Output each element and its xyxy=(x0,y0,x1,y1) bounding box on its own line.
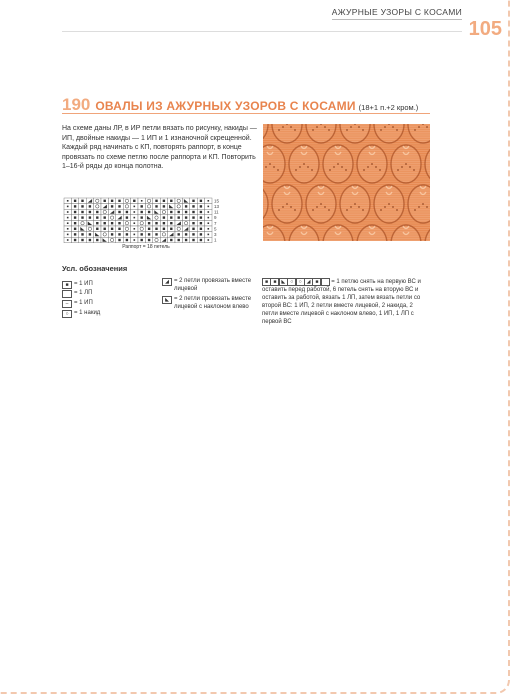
chart-cell xyxy=(94,237,101,243)
chart-cell xyxy=(94,232,101,238)
chart-cell xyxy=(94,220,101,226)
chart-cell xyxy=(108,198,115,204)
chart-cell xyxy=(190,215,197,221)
chart-cell xyxy=(153,226,160,232)
chart-cell xyxy=(71,237,78,243)
chart-cell xyxy=(182,215,189,221)
chart-cell xyxy=(86,226,93,232)
chart-cell xyxy=(190,220,197,226)
chart-cell xyxy=(101,215,108,221)
chart-cell xyxy=(145,198,152,204)
chart-cell xyxy=(79,209,86,215)
chart-cell xyxy=(86,198,93,204)
chart-cell xyxy=(168,232,175,238)
pattern-title: ОВАЛЫ ИЗ АЖУРНЫХ УЗОРОВ С КОСАМИ xyxy=(95,99,356,113)
legend-item-k2tog: ◢ = 2 петли провязать вместе лицевой xyxy=(162,277,256,293)
chart-cell xyxy=(205,215,212,221)
chart-cell xyxy=(101,226,108,232)
chart-cell xyxy=(71,226,78,232)
chart-cell xyxy=(138,226,145,232)
chart-cell xyxy=(86,215,93,221)
chart-cell xyxy=(168,237,175,243)
legend-item-cable: ■ ■ ◣ ○ ○ ◢ ■ = 1 петлю снять на первую ВС и оставить перед работой, 6 петель снять на вторую ВС и оставить за работой, вязать 1 ЛП, затем вязать петли со второй ВС: 1 ИП, 2 петли вместе лицевой, 2 накида, 2 петли вместе лицевой с наклоном влево, 1 ИП, 1 ЛП с первой ВС xyxy=(262,279,421,325)
chart-cell xyxy=(190,232,197,238)
chart-cell xyxy=(108,237,115,243)
chart-cell xyxy=(94,209,101,215)
chart-cell xyxy=(153,237,160,243)
chart-cell xyxy=(108,209,115,215)
chart-cell xyxy=(205,209,212,215)
chart-cell xyxy=(116,220,123,226)
chart-cell xyxy=(71,209,78,215)
chart-cell xyxy=(182,209,189,215)
chart-cell xyxy=(182,226,189,232)
header-divider xyxy=(62,31,462,32)
chart-cell xyxy=(175,232,182,238)
chart-cell xyxy=(197,226,204,232)
chart-cell xyxy=(138,215,145,221)
chart-cell xyxy=(64,226,71,232)
chart-cell xyxy=(64,232,71,238)
chart-cell xyxy=(64,204,71,210)
chart-cell xyxy=(138,198,145,204)
chart-cell xyxy=(138,237,145,243)
chart-cell xyxy=(175,215,182,221)
chart-cell xyxy=(175,237,182,243)
chart-cell xyxy=(160,226,167,232)
chart-cell xyxy=(145,209,152,215)
chart-row-number: 9 xyxy=(214,215,217,221)
chart-cell xyxy=(116,215,123,221)
chart-cell xyxy=(94,204,101,210)
chart-cell xyxy=(79,237,86,243)
chart-cell xyxy=(145,215,152,221)
chart-cell xyxy=(123,215,130,221)
chart-cell xyxy=(71,198,78,204)
chart-cell xyxy=(160,215,167,221)
chart-cell xyxy=(145,220,152,226)
chart-cell xyxy=(205,220,212,226)
legend-heading: Усл. обозначения xyxy=(62,264,128,273)
chart-row-number: 1 xyxy=(214,237,217,243)
chart-cell xyxy=(138,232,145,238)
chart-repeat-label: Раппорт = 18 петель xyxy=(122,244,170,250)
chart-cell xyxy=(131,237,138,243)
chart-cell xyxy=(197,198,204,204)
chart-cell xyxy=(190,204,197,210)
chart-row-number: 7 xyxy=(214,220,217,226)
chart-cell xyxy=(138,209,145,215)
chart-row-number: 13 xyxy=(214,204,220,209)
chart-cell xyxy=(197,237,204,243)
chart-cell xyxy=(94,198,101,204)
chart-cell xyxy=(168,204,175,210)
chart-cell xyxy=(64,215,71,221)
chart-cell xyxy=(175,220,182,226)
purl-symbol-icon: ■ xyxy=(62,281,72,289)
chart-cell xyxy=(123,198,130,204)
chart-cell xyxy=(205,232,212,238)
chart-cell xyxy=(168,220,175,226)
chart-cell xyxy=(153,198,160,204)
chart-cell xyxy=(101,198,108,204)
chart-cell xyxy=(116,237,123,243)
chart-cell xyxy=(71,220,78,226)
chart-cell xyxy=(131,215,138,221)
chart-cell xyxy=(190,226,197,232)
chart-cell xyxy=(131,204,138,210)
chart-cell xyxy=(116,198,123,204)
chart-cell xyxy=(79,232,86,238)
chart-cell xyxy=(86,232,93,238)
chart-cell xyxy=(197,220,204,226)
legend-item-purl-dash: – = 1 ИП xyxy=(62,299,93,308)
chart-cell xyxy=(175,204,182,210)
chart-cell xyxy=(145,204,152,210)
section-title: АЖУРНЫЕ УЗОРЫ С КОСАМИ xyxy=(332,7,462,20)
chart-cell xyxy=(79,215,86,221)
chart-cell xyxy=(79,204,86,210)
chart-cell xyxy=(205,204,212,210)
chart-cell xyxy=(108,226,115,232)
chart-cell xyxy=(138,204,145,210)
chart-cell xyxy=(101,204,108,210)
chart-cell xyxy=(190,209,197,215)
purl-dash-symbol-icon: – xyxy=(62,300,72,308)
chart-cell xyxy=(145,232,152,238)
legend-item-yarnover: ○ = 1 накид xyxy=(62,309,100,318)
chart-cell xyxy=(86,209,93,215)
chart-cell xyxy=(79,220,86,226)
chart-cell xyxy=(168,226,175,232)
chart-cell xyxy=(71,232,78,238)
chart-cell xyxy=(168,198,175,204)
chart-cell xyxy=(190,237,197,243)
chart-cell xyxy=(101,209,108,215)
chart-cell xyxy=(101,237,108,243)
chart-cell xyxy=(116,226,123,232)
chart-cell xyxy=(190,198,197,204)
chart-cell xyxy=(175,198,182,204)
chart-cell xyxy=(64,209,71,215)
chart-cell xyxy=(160,204,167,210)
chart-cell xyxy=(86,204,93,210)
pattern-description: На схеме даны ЛР, в ИР петли вязать по рисунку, накиды — ИП, двойные накиды — 1 ИП и 1 изнаночной скрещенной. Каждый ряд начинать с КП, повторять раппорт, в конце провязать по схеме петлю после раппорта и КП. Повторить 1–16-й ряды до конца полотна. xyxy=(62,125,257,171)
chart-cell xyxy=(175,226,182,232)
knitting-chart xyxy=(63,197,229,243)
legend-item-purl: ■ = 1 ИП xyxy=(62,280,93,289)
chart-cell xyxy=(108,215,115,221)
chart-cell xyxy=(160,198,167,204)
legend-item-k2tog-left: ◣ = 2 петли провязать вместе лицевой с наклоном влево xyxy=(162,295,256,311)
chart-cell xyxy=(153,220,160,226)
chart-cell xyxy=(123,232,130,238)
chart-cell xyxy=(108,204,115,210)
chart-cell xyxy=(131,232,138,238)
chart-cell xyxy=(101,220,108,226)
chart-cell xyxy=(101,232,108,238)
chart-cell xyxy=(131,209,138,215)
legend-item-knit: = 1 ЛП xyxy=(62,289,92,298)
chart-cell xyxy=(79,198,86,204)
chart-cell xyxy=(64,198,71,204)
chart-cell xyxy=(160,209,167,215)
cable-symbol-icon: ■ ■ ◣ ○ ○ ◢ ■ xyxy=(262,278,329,286)
chart-cell xyxy=(71,215,78,221)
chart-row-number: 3 xyxy=(214,232,217,237)
chart-cell xyxy=(182,198,189,204)
chart-cell xyxy=(71,204,78,210)
knitting-photo-texture xyxy=(263,124,430,241)
k2tog-symbol-icon: ◢ xyxy=(162,278,172,286)
chart-cell xyxy=(153,204,160,210)
chart-cell xyxy=(94,215,101,221)
chart-cell xyxy=(138,220,145,226)
chart-cell xyxy=(153,209,160,215)
chart-cell xyxy=(153,232,160,238)
pattern-repeat: (18+1 п.+2 кром.) xyxy=(358,103,419,112)
chart-cell xyxy=(153,215,160,221)
chart-cell xyxy=(182,220,189,226)
chart-cell xyxy=(123,226,130,232)
yarnover-symbol-icon: ○ xyxy=(62,310,72,318)
chart-cell xyxy=(116,209,123,215)
chart-cell xyxy=(160,232,167,238)
chart-cell xyxy=(205,237,212,243)
pattern-number: 190 xyxy=(62,95,91,114)
chart-cell xyxy=(145,237,152,243)
page-number: 105 xyxy=(468,18,502,40)
chart-cell xyxy=(160,237,167,243)
chart-cell xyxy=(197,215,204,221)
chart-cell xyxy=(123,220,130,226)
chart-cell xyxy=(197,204,204,210)
chart-cell xyxy=(108,220,115,226)
chart-cell xyxy=(131,226,138,232)
chart-cell xyxy=(64,237,71,243)
chart-cell xyxy=(182,232,189,238)
chart-cell xyxy=(64,220,71,226)
chart-cell xyxy=(86,220,93,226)
chart-cell xyxy=(108,232,115,238)
chart-cell xyxy=(79,226,86,232)
chart-cell xyxy=(123,237,130,243)
k2tog-left-symbol-icon: ◣ xyxy=(162,296,172,304)
chart-row-number: 11 xyxy=(214,209,219,215)
chart-cell xyxy=(205,226,212,232)
chart-cell xyxy=(197,232,204,238)
chart-cell xyxy=(205,198,212,204)
chart-cell xyxy=(175,209,182,215)
chart-cell xyxy=(86,237,93,243)
chart-row-number: 15 xyxy=(214,198,220,204)
chart-cell xyxy=(168,215,175,221)
chart-cell xyxy=(116,232,123,238)
chart-cell xyxy=(131,220,138,226)
chart-cell xyxy=(197,209,204,215)
chart-cell xyxy=(182,204,189,210)
chart-cell xyxy=(123,204,130,210)
chart-cell xyxy=(94,226,101,232)
pattern-header xyxy=(62,95,430,114)
chart-cell xyxy=(123,209,130,215)
knit-symbol-icon xyxy=(62,290,72,298)
chart-cell xyxy=(116,204,123,210)
chart-cell xyxy=(182,237,189,243)
knitting-photo xyxy=(263,124,430,241)
chart-row-number: 5 xyxy=(214,226,217,232)
chart-cell xyxy=(145,226,152,232)
chart-cell xyxy=(131,198,138,204)
chart-cell xyxy=(168,209,175,215)
chart-cell xyxy=(160,220,167,226)
